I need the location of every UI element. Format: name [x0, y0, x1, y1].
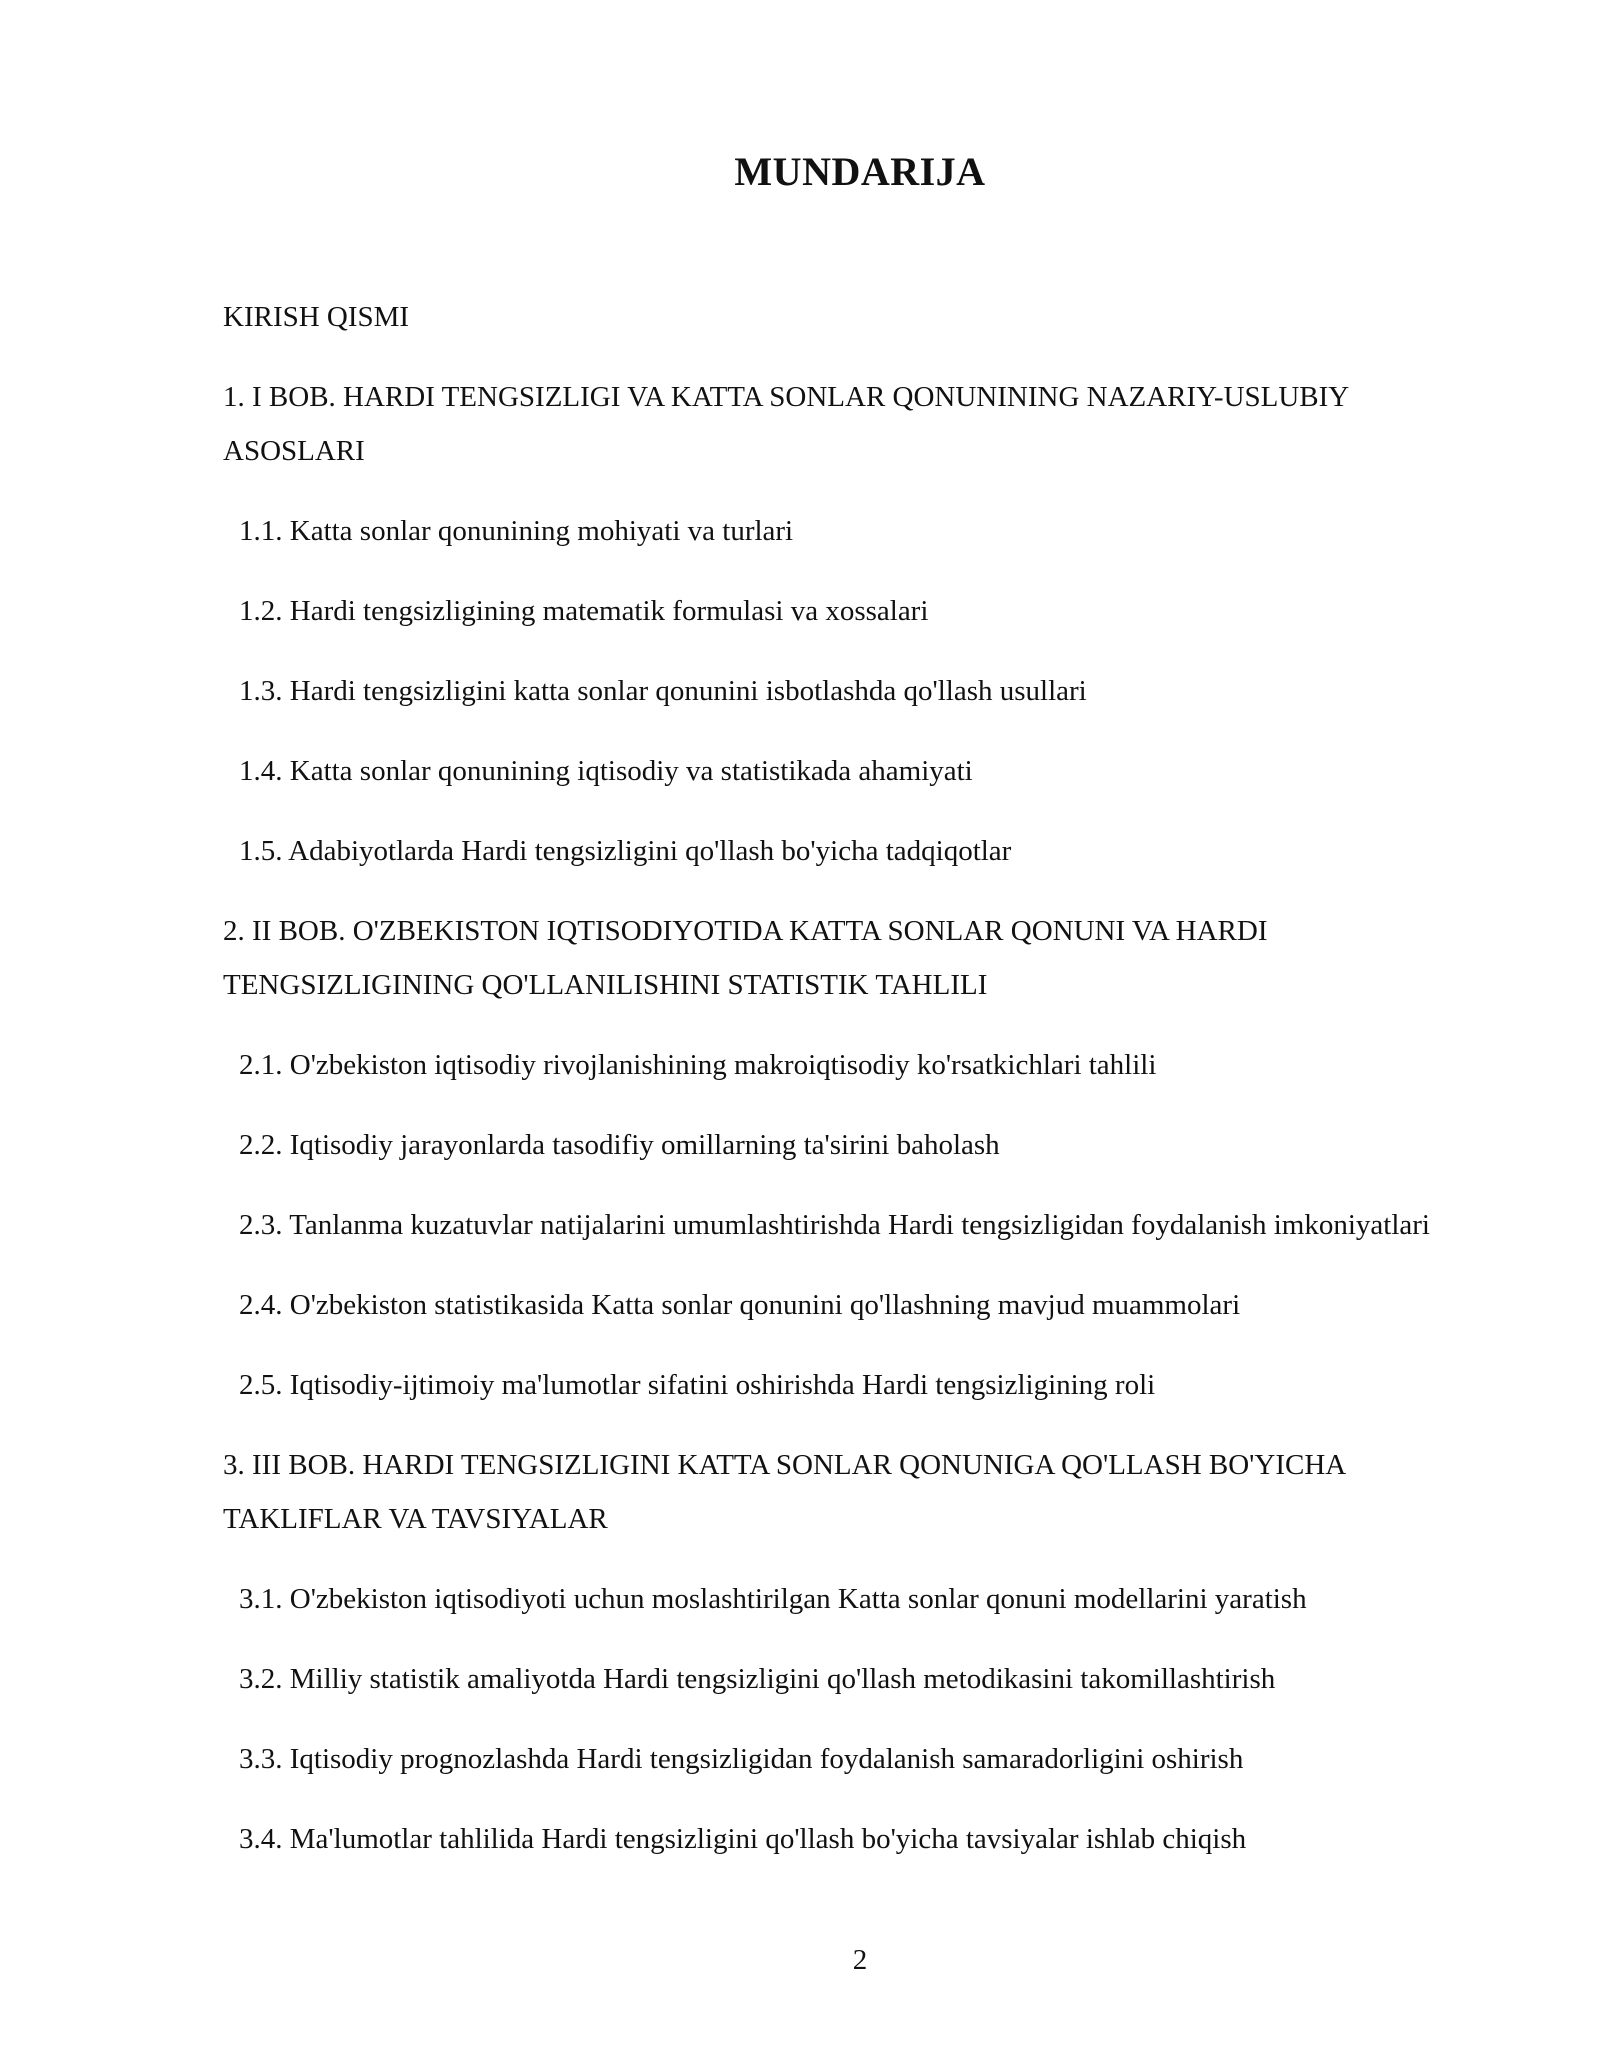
toc-item-intro: KIRISH QISMI: [223, 301, 410, 333]
toc-section-1-2: 1.2. Hardi tengsizligining matematik formulasi va xossalari: [239, 595, 929, 627]
toc-section-2-3: 2.3. Tanlanma kuzatuvlar natijalarini umumlashtirishda Hardi tengsizligidan foydalanish imkoniyatlari: [239, 1209, 1430, 1241]
toc-section-2-5: 2.5. Iqtisodiy-ijtimoiy ma'lumotlar sifatini oshirishda Hardi tengsizligining roli: [239, 1369, 1156, 1401]
page-title: MUNDARIJA: [734, 149, 986, 194]
toc-section-1-1: 1.1. Katta sonlar qonunining mohiyati va turlari: [239, 515, 794, 547]
toc-section-3-4: 3.4. Ma'lumotlar tahlilida Hardi tengsizligini qo'llash bo'yicha tavsiyalar ishlab chiqish: [239, 1823, 1247, 1855]
toc-chapter-2: 2. II BOB. O'ZBEKISTON IQTISODIYOTIDA KATTA SONLAR QONUNI VA HARDI TENGSIZLIGINING QO'LLANILISHINI STATISTIK TAHLILI: [223, 915, 1268, 1001]
toc-section-2-4: 2.4. O'zbekiston statistikasida Katta sonlar qonunini qo'llashning mavjud muammolari: [239, 1289, 1241, 1321]
toc-section-2-1: 2.1. O'zbekiston iqtisodiy rivojlanishining makroiqtisodiy ko'rsatkichlari tahlili: [239, 1049, 1157, 1081]
toc-section-1-3: 1.3. Hardi tengsizligini katta sonlar qonunini isbotlashda qo'llash usullari: [239, 675, 1087, 707]
toc-section-3-1: 3.1. O'zbekiston iqtisodiyoti uchun moslashtirilgan Katta sonlar qonuni modellarini yaratish: [239, 1583, 1307, 1615]
toc-section-1-5: 1.5. Adabiyotlarda Hardi tengsizligini qo'llash bo'yicha tadqiqotlar: [239, 835, 1012, 867]
toc-section-2-2: 2.2. Iqtisodiy jarayonlarda tasodifiy omillarning ta'sirini baholash: [239, 1129, 1000, 1161]
toc-chapter-3: 3. III BOB. HARDI TENGSIZLIGINI KATTA SONLAR QONUNIGA QO'LLASH BO'YICHA TAKLIFLAR VA TAVSIYALAR: [223, 1449, 1345, 1535]
toc-chapter-1: 1. I BOB. HARDI TENGSIZLIGI VA KATTA SONLAR QONUNINING NAZARIY-USLUBIY ASOSLARI: [223, 381, 1349, 467]
page-number: 2: [852, 1944, 868, 1976]
toc-section-3-3: 3.3. Iqtisodiy prognozlashda Hardi tengsizligidan foydalanish samaradorligini oshirish: [239, 1743, 1244, 1775]
toc-section-1-4: 1.4. Katta sonlar qonunining iqtisodiy va statistikada ahamiyati: [239, 755, 973, 787]
toc-section-3-2: 3.2. Milliy statistik amaliyotda Hardi tengsizligini qo'llash metodikasini takomillashtirish: [239, 1663, 1276, 1695]
table-of-contents: [223, 290, 1473, 1892]
